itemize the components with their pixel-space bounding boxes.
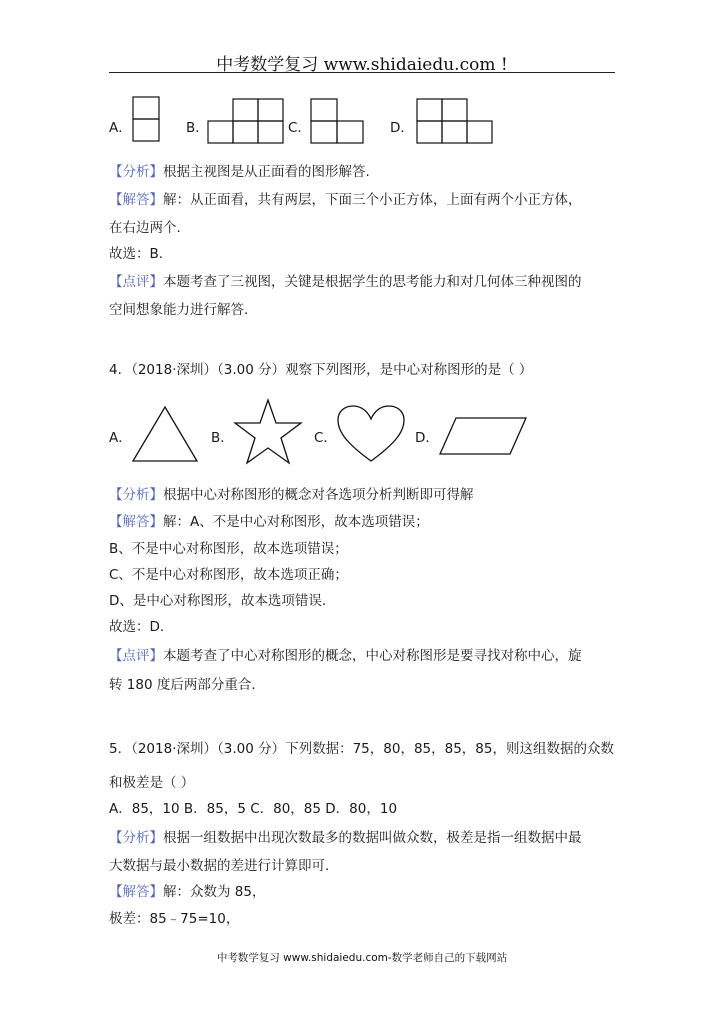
q3-option-a-label: A． <box>109 120 132 136</box>
analysis-tag: 【分析】 <box>109 830 163 846</box>
q5-stem-line2: 和极差是（ ） <box>109 775 195 791</box>
q4-answer-line3: C、不是中心对称图形，故本选项正确； <box>109 567 348 583</box>
parallelogram-icon <box>438 415 530 457</box>
page-header: 中考数学复习 www.shidaiedu.com ! <box>216 55 508 75</box>
q3-answer-line1: 解：从正面看，共有两层，下面三个小正方体，上面有两个小正方体， <box>163 192 582 208</box>
q4-answer-line1: 解：A、不是中心对称图形，故本选项错误； <box>163 514 429 530</box>
q3-answer <box>109 188 582 208</box>
q4-answer-line2: B、不是中心对称图形，故本选项错误； <box>109 541 348 557</box>
q4-option-b-label: B． <box>211 430 234 446</box>
q3-option-d-label: D． <box>390 120 414 136</box>
q3-comment <box>109 270 582 290</box>
q5-analysis-line1: 根据一组数据中出现次数最多的数据叫做众数，极差是指一组数据中最 <box>163 830 582 846</box>
q4-option-c-label: C． <box>314 430 337 446</box>
q4-comment-line1: 本题考查了中心对称图形的概念，中心对称图形是要寻找对称中心，旋 <box>163 648 582 664</box>
q5-answer-line1: 解：众数为 85， <box>163 884 266 900</box>
q3-answer-line2: 在右边两个. <box>109 220 181 236</box>
q4-option-d-label: D． <box>415 430 439 446</box>
q4-answer-line4: D、是中心对称图形，故本选项错误. <box>109 593 327 609</box>
triangle-icon <box>130 403 200 465</box>
analysis-tag: 【分析】 <box>109 164 163 180</box>
q5-options: A．85，10 B．85，5 C．80，85 D．80，10 <box>109 801 398 817</box>
heart-icon <box>335 403 407 465</box>
comment-tag: 【点评】 <box>109 648 163 664</box>
q4-choice: 故选：D. <box>109 619 165 635</box>
q4-answer <box>109 510 429 530</box>
q3-analysis <box>109 160 370 180</box>
q3-option-d-figure <box>415 97 497 147</box>
q3-option-b-figure <box>206 97 286 147</box>
q5-analysis <box>109 826 582 846</box>
q5-analysis-line2: 大数据与最小数据的差进行计算即可. <box>109 858 330 874</box>
q3-comment-line2: 空间想象能力进行解答. <box>109 302 249 318</box>
q3-analysis-text: 根据主视图是从正面看的图形解答. <box>163 164 370 180</box>
header-rule <box>109 72 615 73</box>
answer-tag: 【解答】 <box>109 192 163 208</box>
comment-tag: 【点评】 <box>109 274 163 290</box>
answer-tag: 【解答】 <box>109 884 163 900</box>
analysis-tag: 【分析】 <box>109 487 163 503</box>
q3-choice: 故选：B. <box>109 246 164 262</box>
q4-comment <box>109 644 582 664</box>
q4-option-a-label: A． <box>109 430 132 446</box>
q5-stem-line1: 5．（2018·深圳）（3.00 分）下列数据：75，80，85，85，85，则这组数据的众数 <box>109 741 614 757</box>
q4-analysis-text: 根据中心对称图形的概念对各选项分析判断即可得解 <box>163 487 474 503</box>
q3-option-b-label: B． <box>186 120 209 136</box>
q5-answer-line2: 极差：85﹣75=10， <box>109 911 240 927</box>
q4-analysis <box>109 483 474 503</box>
answer-tag: 【解答】 <box>109 514 163 530</box>
q3-option-c-label: C． <box>288 120 311 136</box>
q3-comment-line1: 本题考查了三视图，关键是根据学生的思考能力和对几何体三种视图的 <box>163 274 582 290</box>
page-footer: 中考数学复习 www.shidaiedu.com-数学老师自己的下载网站 <box>216 952 508 964</box>
q4-comment-line2: 转 180 度后两部分重合. <box>109 677 256 693</box>
q3-option-c-figure <box>309 97 367 147</box>
q4-stem: 4．（2018·深圳）（3.00 分）观察下列图形，是中心对称图形的是（ ） <box>109 362 533 378</box>
q3-option-a-figure <box>131 95 163 145</box>
q5-answer <box>109 880 265 900</box>
star-icon <box>232 397 304 467</box>
